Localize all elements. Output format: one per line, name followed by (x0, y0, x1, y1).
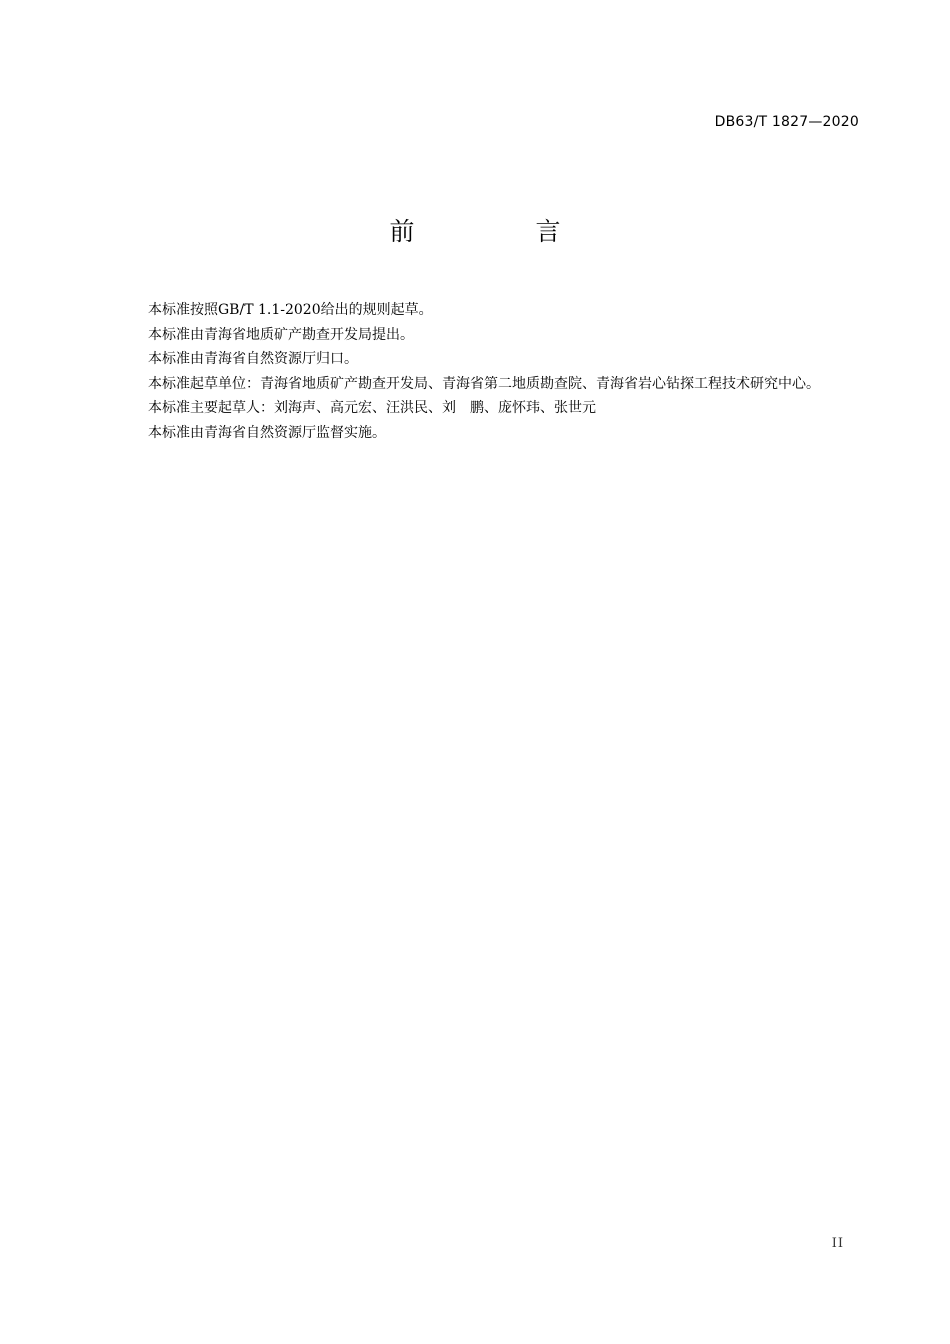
foreword-body (113, 298, 863, 445)
paragraph-administrator: 本标准由青海省自然资源厅归口。 (148, 351, 358, 367)
paragraph-proposer: 本标准由青海省地质矿产勘查开发局提出。 (148, 326, 414, 343)
paragraph-drafters: 本标准主要起草人：刘海声、高元宏、汪洪民、刘 鹏、庞怀玮、张世元 (148, 400, 596, 416)
standard-code: DB63/T 1827—2020 (714, 114, 859, 130)
page-number: II (831, 1236, 844, 1251)
page-title: 前 言 (389, 217, 609, 246)
paragraph-drafting-rules: 本标准按照GB/T 1.1-2020给出的规则起草。 (148, 302, 433, 318)
paragraph-drafting-units: 本标准起草单位：青海省地质矿产勘查开发局、青海省第二地质勘查院、青海省岩心钻探工程技术研究中心。 (148, 375, 820, 392)
paragraph-supervisor: 本标准由青海省自然资源厅监督实施。 (148, 424, 386, 441)
